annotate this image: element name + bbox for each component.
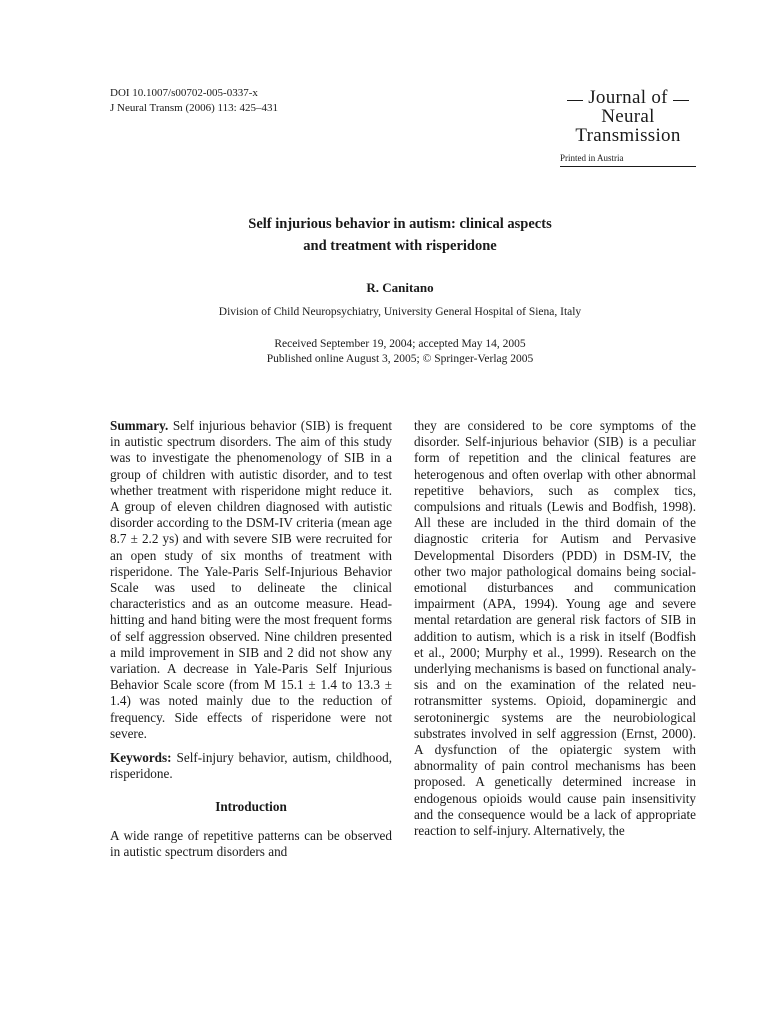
article-title-line2: and treatment with risperidone xyxy=(303,238,497,254)
journal-name-line3: Transmission xyxy=(575,125,681,146)
journal-name-text1: Journal of xyxy=(588,87,668,108)
left-column xyxy=(110,418,392,860)
abstract xyxy=(110,418,392,742)
author-affiliation: Division of Child Neuropsychiatry, University General Hospital of Siena, Italy xyxy=(218,306,582,318)
citation-line: J Neural Transm (2006) 113: 425–431 xyxy=(110,102,278,114)
keywords-label: Keywords: xyxy=(110,750,172,766)
introduction-heading: Introduction xyxy=(215,799,287,815)
published-line: Published online August 3, 2005; © Springer-Verlag 2005 xyxy=(266,353,534,365)
keywords-text: Self-injury behavior, autism, childhood, risperidone. xyxy=(110,750,392,782)
author-name: R. Canitano xyxy=(366,280,434,295)
article-title xyxy=(150,213,650,257)
article-dates xyxy=(0,337,768,367)
keywords xyxy=(110,750,392,782)
abstract-text: Self injurious behavior (SIB) is frequent in autistic spectrum disorders. The aim of this study was to investigate the phenomenology of SIB in a group of children with autistic disorder, and to test whether treatment with risperidone might reduce it. A group of eleven children diagnosed with autistic disorder according to the DSM-IV criteria (mean age 8.7 ± 2.2 ys) and with severe SIB were recruited for an open study of six months of treatment with risperidone. The Yale-Paris Self-Injurious Behavior Scale was used to delineate the clinical characteristics and as an outcome measure. Head-hitting and hand biting were the most frequent forms of self aggression observed. Nine children presented a mild improvement in SIB and 2 did not show any variation. A decrease in Yale-Paris Self Injurious Behavior Scale score (from M 15.1 ± 1.4 to 13.3 ± 1.4) was noted mainly due to the reduction of frequency. Side effects of risperidone were not severe. xyxy=(110,418,392,741)
article-header xyxy=(110,86,278,116)
journal-masthead xyxy=(560,88,696,167)
doi-line: DOI 10.1007/s00702-005-0337-x xyxy=(110,87,258,99)
abstract-label: Summary. xyxy=(110,418,169,433)
journal-name-line1 xyxy=(560,88,696,107)
journal-name-line2: Neural xyxy=(601,106,655,127)
right-column xyxy=(414,418,696,839)
received-line: Received September 19, 2004; accepted May 14, 2005 xyxy=(274,338,526,350)
rule-right xyxy=(673,100,689,101)
journal-name xyxy=(560,88,696,145)
printed-in: Printed in Austria xyxy=(560,153,696,167)
article-title-line1: Self injurious behavior in autism: clinical aspects xyxy=(248,216,552,232)
introduction-text-left: A wide range of repetitive patterns can be observed in autistic spectrum disorders and xyxy=(110,827,392,859)
introduction-text-right: they are considered to be core symptoms of the disorder. Self-injurious behavior (SIB) is a peculiar form of repetition and the clinical features are heterogenous and often overlap with other abnormal repetitive behaviors, such as complex tics, compulsions and rituals (Lewis and Bodfish, 1998). All these are included in the third domain of the diagnostic criteria for Autism and Pervasive Developmental Disorders (PDD) in DSM-IV, the other two major pathological domains being social-emotional disturbances and communication impairment (APA, 1994). Young age and severe mental retardation are general risk factors of SIB in addition to autism, which is a risk in itself (Bodfish et al., 2000; Murphy et al., 1999). Research on the underlying mechanisms is based on functional analysis and on the examination of the related neurotransmitter systems. Opioid, dopaminergic and serotoninergic systems are the neurobiological substrates involved in self aggression (Ernst, 2000). A dysfunction of the opiatergic system with abnormality of pain control mechanisms has been proposed. A genetically determined increase in endogenous opioids would cause pain insensitivity and the consequence would be a lack of appropriate reaction to self-injury. Alternatively, the xyxy=(414,418,696,839)
rule-left xyxy=(567,100,583,101)
